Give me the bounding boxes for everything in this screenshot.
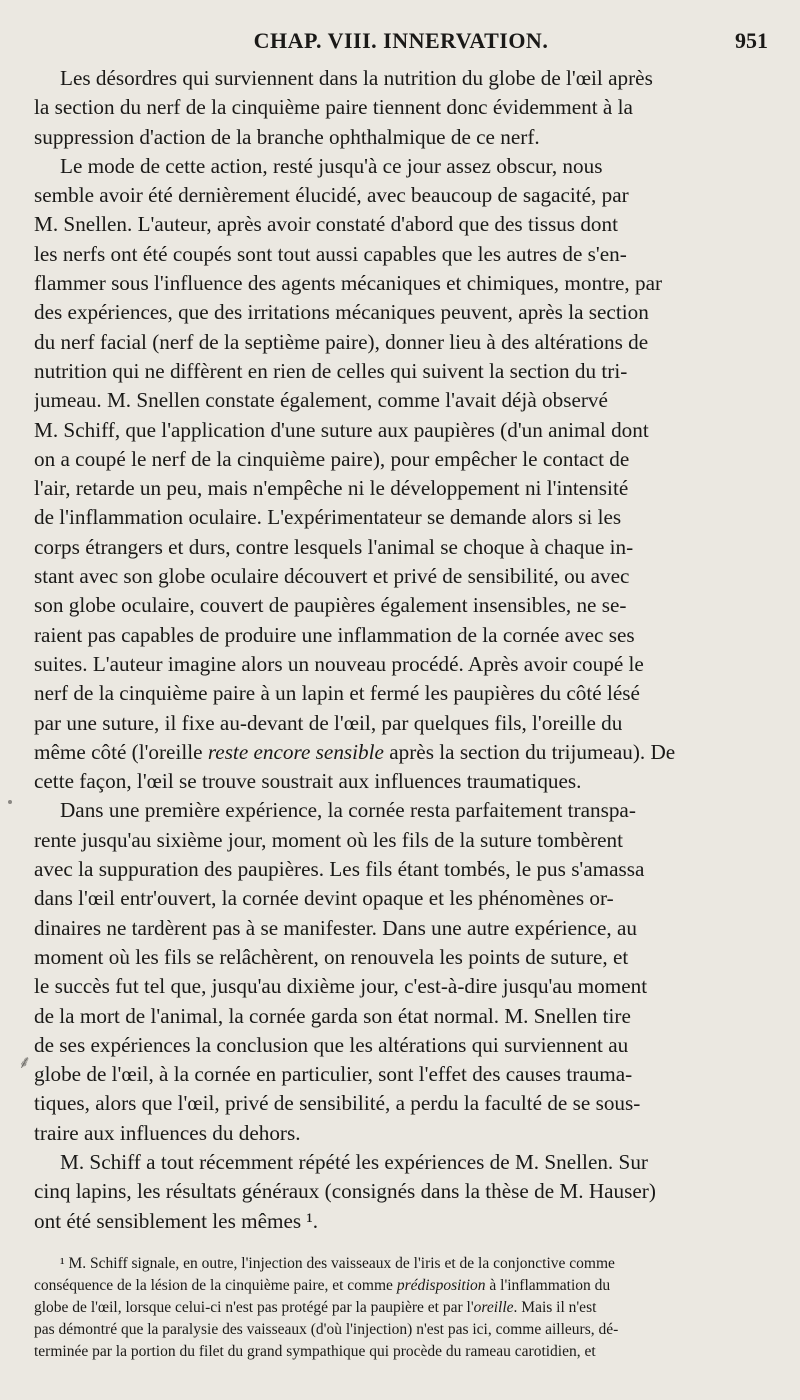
text-line: globe de l'œil, à la cornée en particulier, sont l'effet des causes trauma- [34,1062,633,1087]
text-line: cinq lapins, les résultats généraux (consignés dans la thèse de M. Hauser) [34,1179,656,1204]
text-segment: à l'inflammation du [485,1276,611,1294]
text-line: on a coupé le nerf de la cinquième paire), pour empêcher le contact de [34,446,630,471]
text-line: corps étrangers et durs, contre lesquels l'animal se choque à chaque in- [34,534,634,559]
text-line: rente jusqu'au sixième jour, moment où les fils de la suture tombèrent [34,827,624,852]
text-segment: même côté (l'oreille [34,739,208,764]
text-line: de la mort de l'animal, la cornée garda son état normal. M. Snellen tire [34,1003,631,1028]
text-line: de l'inflammation oculaire. L'expérimentateur se demande alors si les [34,505,622,530]
chapter-title: CHAP. VIII. INNERVATION. [253,28,549,53]
text-line: M. Snellen. L'auteur, après avoir constaté d'abord que des tissus dont [34,212,619,237]
main-text [34,64,768,1236]
text-line: de ses expériences la conclusion que les altérations qui surviennent au [34,1032,629,1057]
margin-pencil-mark: ⸙ [18,1052,32,1072]
text-line: avec la suppuration des paupières. Les fils étant tombés, le pus s'amassa [34,857,645,882]
text-line: M. Schiff, que l'application d'une suture aux paupières (d'un animal dont [34,417,649,442]
text-line: l'air, retarde un peu, mais n'empêche ni le développement ni l'intensité [34,476,629,501]
text-line: son globe oculaire, couvert de paupières également insensibles, ne se- [34,593,627,618]
text-line: nerf de la cinquième paire à un lapin et fermé les paupières du côté lésé [34,681,640,706]
text-line: Le mode de cette action, resté jusqu'à ce jour assez obscur, nous [60,153,603,178]
text-line: stant avec son globe oculaire découvert et privé de sensibilité, ou avec [34,564,630,589]
text-line: jumeau. M. Snellen constate également, comme l'avait déjà observé [34,388,608,413]
footnote-line: pas démontré que la paralysie des vaisseaux (d'où l'injection) n'est pas ici, comme ailleurs, dé- [34,1320,619,1338]
text-line: du nerf facial (nerf de la septième paire), donner lieu à des altérations de [34,329,649,354]
page-number: 951 [735,28,768,53]
text-line: la section du nerf de la cinquième paire tiennent donc évidemment à la [34,95,633,120]
text-line: flammer sous l'influence des agents mécaniques et chimiques, montre, par [34,271,663,296]
footnote-line: terminée par la portion du filet du grand sympathique qui procède du rameau carotidien, et [34,1342,596,1360]
footnote-line: ¹ M. Schiff signale, en outre, l'injection des vaisseaux de l'iris et de la conjonctive comme [60,1255,615,1272]
text-line-with-italic [34,738,768,767]
footnote-line [34,1275,768,1297]
italic-word: oreille [473,1298,514,1316]
text-line: des expériences, que des irritations mécaniques peuvent, après la section [34,300,649,325]
footnote [34,1253,768,1363]
running-header [34,28,768,62]
text-line: suites. L'auteur imagine alors un nouveau procédé. Après avoir coupé le [34,651,644,676]
text-line: moment où les fils se relâchèrent, on renouvela les points de suture, et [34,944,629,969]
text-line: semble avoir été dernièrement élucidé, avec beaucoup de sagacité, par [34,183,629,208]
text-line: dinaires ne tardèrent pas à se manifester. Dans une autre expérience, au [34,915,637,940]
text-line: Dans une première expérience, la cornée resta parfaitement transpa- [60,798,636,823]
text-line: cette façon, l'œil se trouve soustrait aux influences traumatiques. [34,769,582,794]
text-line: tiques, alors que l'œil, privé de sensibilité, a perdu la faculté de se sous- [34,1091,641,1116]
text-line: Les désordres qui surviennent dans la nutrition du globe de l'œil après [60,66,653,90]
text-line: le succès fut tel que, jusqu'au dixième jour, c'est-à-dire jusqu'au moment [34,974,648,999]
italic-word: prédisposition [396,1276,486,1294]
text-line: par une suture, il fixe au-devant de l'œil, par quelques fils, l'oreille du [34,710,623,735]
text-segment: . Mais il n'est [513,1298,597,1316]
text-segment: globe de l'œil, lorsque celui-ci n'est pas protégé par la paupière et par l' [34,1298,474,1316]
text-line: ont été sensiblement les mêmes ¹. [34,1208,319,1233]
text-line: nutrition qui ne diffèrent en rien de celles qui suivent la section du tri- [34,358,628,383]
italic-phrase: reste encore sensible [207,739,384,764]
text-line: raient pas capables de produire une inflammation de la cornée avec ses [34,622,635,647]
footnote-line [34,1297,768,1319]
text-line: les nerfs ont été coupés sont tout aussi capables que les autres de s'en- [34,241,627,266]
text-line: dans l'œil entr'ouvert, la cornée devint opaque et les phénomènes or- [34,886,614,911]
margin-speck [8,800,12,804]
text-line: suppression d'action de la branche ophthalmique de ce nerf. [34,124,540,149]
text-segment: après la section du trijumeau). De [383,739,676,764]
text-segment: conséquence de la lésion de la cinquième paire, et comme [34,1276,397,1294]
text-line: M. Schiff a tout récemment répété les expériences de M. Snellen. Sur [60,1149,648,1174]
text-line: traire aux influences du dehors. [34,1120,301,1145]
